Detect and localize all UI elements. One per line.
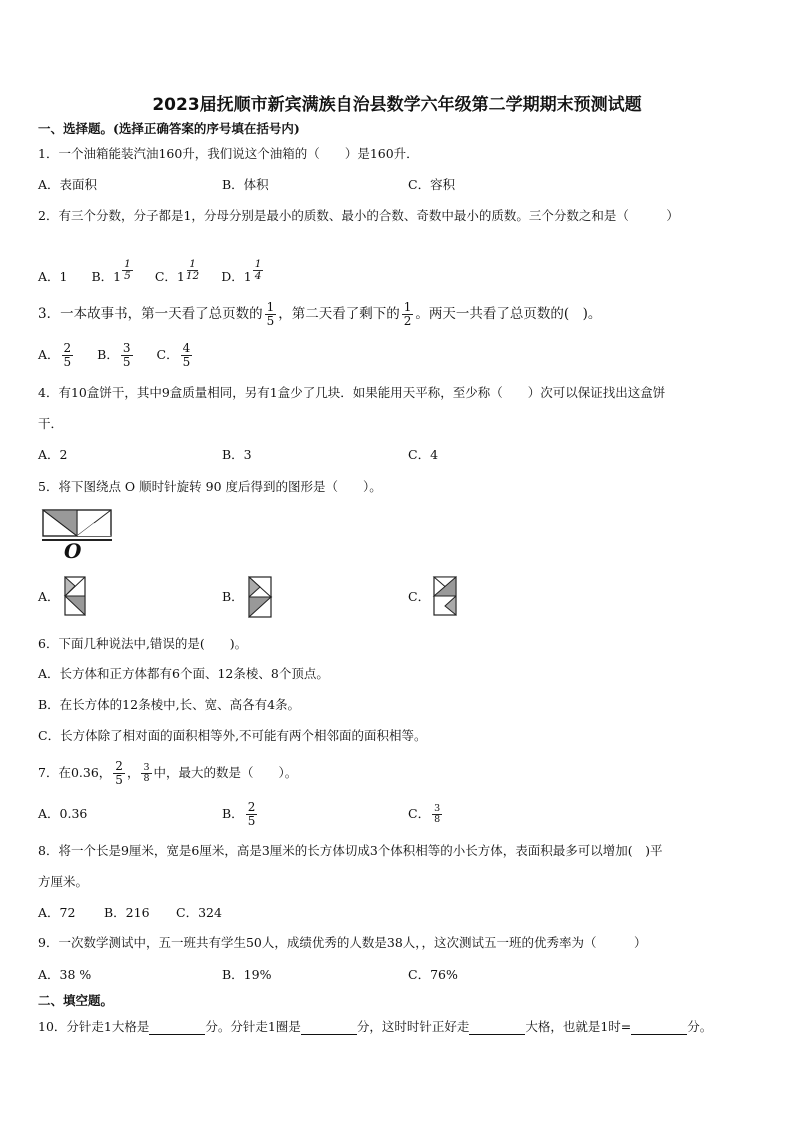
q3-option-b-label: B． (97, 347, 119, 362)
q3-frac1-num: 1 (266, 299, 275, 314)
q1-option-b: B．体积 (222, 177, 269, 192)
q2-option-a-value: 1 (59, 269, 68, 284)
q7-option-c-label: C． (408, 806, 431, 821)
question-8-line2: 方厘米。 (38, 874, 89, 889)
question-8-line1: 8．将一个长是9厘米，宽是6厘米，高是3厘米的长方体切成3个体积相等的小长方体，表面积最多可以增加( )平 (38, 843, 663, 858)
question-5-stem: 5．将下图绕点 O 顺时针旋转 90 度后得到的图形是（ ）。 (38, 479, 382, 494)
question-1-stem: 1．一个油箱能装汽油160升，我们说这个油箱的（ ）是160升． (38, 146, 419, 161)
q10-blank-1[interactable] (149, 1020, 205, 1035)
q2-d-whole: 1 (243, 269, 252, 284)
q7-option-b (222, 797, 259, 831)
question-3-stem (38, 297, 601, 331)
q3-a-den: 5 (63, 354, 72, 369)
q2-options (38, 255, 263, 285)
q7-option-b-label: B． (222, 806, 244, 821)
q3-c-den: 5 (182, 354, 191, 369)
q5-option-b-figure (248, 576, 272, 618)
q2-option-a-label: A． (38, 269, 60, 284)
q4-option-c: C．4 (408, 447, 439, 462)
q1-option-a: A．表面积 (38, 177, 98, 192)
q7-c-num: 3 (434, 802, 441, 814)
q5-option-a-figure (64, 576, 86, 616)
q7-b-den: 5 (247, 813, 256, 828)
question-4-line1: 4．有10盒饼干，其中9盒质量相同，另有1盒少了几块．如果能用天平称，至少称（ ）次可以保证找出这盒饼 (38, 385, 666, 400)
q3-frac1-den: 5 (266, 313, 275, 328)
q2-c-whole: 1 (176, 269, 185, 284)
q6-option-a: A．长方体和正方体都有6个面、12条棱、8个顶点。 (38, 666, 329, 681)
q5-option-c: C． (408, 589, 431, 604)
q3-options (38, 338, 194, 372)
q8-option-a: A．72 (38, 905, 76, 920)
q2-option-b-value (113, 258, 133, 285)
page-title: 2023届抚顺市新宾满族自治县数学六年级第二学期期末预测试题 (152, 95, 642, 115)
q2-option-d-value (243, 258, 264, 285)
q2-c-numerator: 1 (189, 258, 196, 270)
q2-option-c-label: C． (154, 269, 177, 284)
q3-frac2-num: 1 (403, 299, 412, 314)
q2-c-denominator: 12 (185, 270, 200, 282)
q7-option-c (408, 797, 444, 831)
q10-text-2: 分。分针走1圈是 (205, 1019, 301, 1034)
q6-option-c: C．长方体除了相对面的面积相等外,不可能有两个相邻面的面积相等。 (38, 728, 427, 743)
question-10 (38, 1019, 712, 1035)
q7-frac1-num: 2 (115, 758, 123, 773)
q5-option-a: A． (38, 589, 60, 604)
question-9-stem: 9．一次数学测试中，五一班共有学生50人，成绩优秀的人数是38人，，这次测试五一班的优秀率为（ ） (38, 935, 647, 950)
question-6-stem: 6．下面几种说法中,错误的是( )。 (38, 636, 248, 651)
q3-b-num: 3 (122, 340, 131, 355)
q7-c-den: 8 (434, 813, 441, 825)
q7-frac1-den: 5 (115, 772, 123, 787)
q9-option-c: C．76% (408, 967, 458, 982)
q7-text-1: 7．在0.36， (38, 765, 112, 780)
q3-text-2: ，第二天看了剩下的 (278, 306, 400, 322)
q3-option-c-label: C． (156, 347, 179, 362)
q3-text-1: 3．一本故事书，第一天看了总页数的 (38, 306, 263, 322)
q5-option-b: B． (222, 589, 244, 604)
q9-option-b: B．19% (222, 967, 272, 982)
question-2-stem: 2．有三个分数，分子都是1，分母分别是最小的质数、最小的合数、奇数中最小的质数。三个分数之和是（ ） (38, 208, 679, 223)
q2-d-numerator: 1 (254, 258, 262, 270)
q7-frac2-num: 3 (143, 761, 150, 773)
q6-option-b: B．在长方体的12条棱中,长、宽、高各有4条。 (38, 697, 301, 712)
q10-blank-4[interactable] (631, 1020, 687, 1035)
q7-frac2-den: 8 (143, 772, 150, 784)
q2-b-denominator: 5 (124, 270, 131, 282)
q3-b-den: 5 (122, 354, 131, 369)
q4-option-b: B．3 (222, 447, 252, 462)
q5-option-c-figure (433, 576, 457, 616)
q9-option-a: A．38 % (38, 967, 92, 982)
q10-blank-3[interactable] (469, 1020, 525, 1035)
q2-option-c-value (176, 258, 200, 285)
q2-d-denominator: 4 (254, 270, 262, 282)
q8-option-c: C．324 (176, 905, 222, 920)
q10-text-4: 大格，也就是1时= (525, 1019, 632, 1034)
q2-b-whole: 1 (113, 269, 122, 284)
q10-text-1: 10．分针走1大格是 (38, 1019, 150, 1034)
q2-b-numerator: 1 (124, 258, 131, 270)
q7-text-2: 中，最大的数是（ ）。 (153, 765, 298, 780)
q7-b-num: 2 (247, 799, 256, 814)
q3-frac2-den: 2 (403, 313, 412, 328)
question-4-line2: 干． (38, 416, 64, 431)
q1-option-c: C．容积 (408, 177, 456, 192)
q3-c-num: 4 (182, 340, 191, 355)
q5-point-o-label: O (64, 539, 82, 563)
q7-separator: ， (126, 765, 140, 780)
q3-text-3: 。两天一共看了总页数的( )。 (415, 306, 602, 322)
section-heading-choice: 一、选择题。(选择正确答案的序号填在括号内) (38, 121, 300, 136)
q3-option-a-label: A． (38, 347, 60, 362)
q7-option-a: A．0.36 (38, 806, 88, 821)
q8-option-b: B．216 (104, 905, 150, 920)
question-7-stem (38, 756, 297, 790)
q10-text-3: 分，这时时针正好走 (356, 1019, 470, 1034)
q3-a-num: 2 (63, 340, 72, 355)
q2-option-d-label: D． (221, 269, 244, 284)
q10-blank-2[interactable] (301, 1020, 357, 1035)
q10-text-5: 分。 (687, 1019, 713, 1034)
q4-option-a: A．2 (38, 447, 68, 462)
q2-option-b-label: B． (91, 269, 114, 284)
section-heading-fill: 二、填空题。 (38, 993, 114, 1008)
